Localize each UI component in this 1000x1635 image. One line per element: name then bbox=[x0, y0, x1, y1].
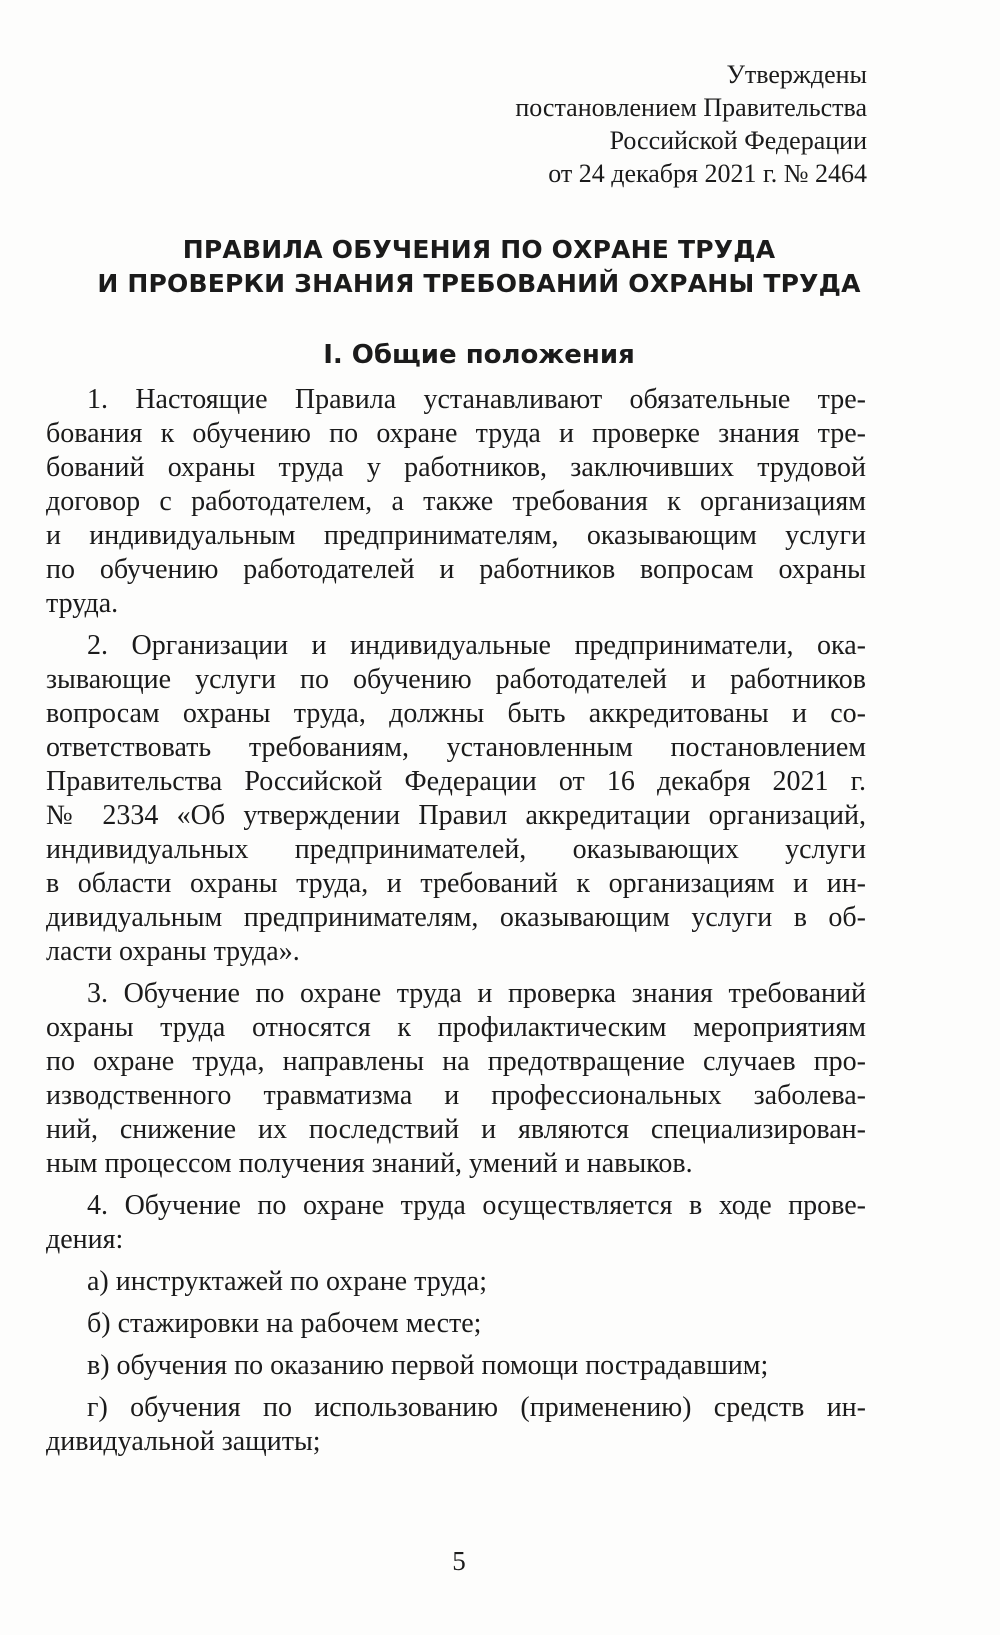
paragraph-3 bbox=[46, 977, 866, 1181]
approval-line: Российской Федерации bbox=[609, 126, 867, 155]
text-line: изводственного травматизма и профессиональных заболева- bbox=[46, 1080, 866, 1111]
text-line: индивидуальных предпринимателей, оказывающих услуги bbox=[46, 834, 866, 865]
text-line: ласти охраны труда». bbox=[46, 936, 300, 967]
body-text bbox=[46, 383, 866, 1459]
text-line: и индивидуальным предпринимателям, оказывающим услуги bbox=[46, 520, 866, 551]
text-line: труда. bbox=[46, 588, 119, 619]
paragraph-1 bbox=[46, 383, 866, 621]
text-line: охраны труда относятся к профилактическим мероприятиям bbox=[46, 1012, 866, 1043]
paragraph-2 bbox=[46, 629, 866, 969]
approval-line: от 24 декабря 2021 г. № 2464 bbox=[548, 159, 867, 188]
title-line: И ПРОВЕРКИ ЗНАНИЯ ТРЕБОВАНИЙ ОХРАНЫ ТРУДА bbox=[97, 269, 861, 298]
text-line: дения: bbox=[46, 1224, 124, 1255]
approval-line: Утверждены bbox=[726, 60, 867, 89]
text-line: г) обучения по использованию (применению) средств ин- bbox=[87, 1392, 866, 1423]
list-item-a: а) инструктажей по охране труда; bbox=[87, 1266, 488, 1297]
text-line: № 2334 «Об утверждении Правил аккредитации организаций, bbox=[46, 800, 866, 831]
text-line: 4. Обучение по охране труда осуществляется в ходе прове- bbox=[87, 1190, 866, 1221]
text-line: вопросам охраны труда, должны быть аккредитованы и со- bbox=[46, 698, 866, 729]
approval-line: постановлением Правительства bbox=[515, 93, 867, 122]
text-line: ным процессом получения знаний, умений и навыков. bbox=[46, 1148, 693, 1179]
approval-block bbox=[515, 58, 867, 190]
text-line: по обучению работодателей и работников вопросам охраны bbox=[46, 554, 866, 585]
text-line: 3. Обучение по охране труда и проверка знания требований bbox=[87, 978, 866, 1009]
paragraph-4 bbox=[46, 1189, 866, 1257]
text-line: зывающие услуги по обучению работодателей и работников bbox=[46, 664, 866, 695]
text-line: бования к обучению по охране труда и проверке знания тре- bbox=[46, 418, 866, 449]
section-heading: I. Общие положения bbox=[323, 340, 635, 370]
text-line: ний, снижение их последствий и являются специализирован- bbox=[46, 1114, 866, 1145]
text-line: договор с работодателем, а также требования к организациям bbox=[46, 486, 866, 517]
text-line: в области охраны труда, и требований к организациям и ин- bbox=[46, 868, 866, 899]
text-line: ответствовать требованиям, установленным постановлением bbox=[46, 732, 866, 763]
text-line: дивидуальным предпринимателям, оказывающим услуги в об- bbox=[46, 902, 866, 933]
list-item-b: б) стажировки на рабочем месте; bbox=[87, 1308, 482, 1339]
text-line: 2. Организации и индивидуальные предприниматели, ока- bbox=[87, 630, 866, 661]
page-number: 5 bbox=[452, 1546, 466, 1576]
list-item-v: в) обучения по оказанию первой помощи пострадавшим; bbox=[87, 1350, 769, 1381]
text-line: 1. Настоящие Правила устанавливают обязательные тре- bbox=[87, 384, 866, 415]
list-item-g bbox=[46, 1391, 866, 1459]
text-line: дивидуальной защиты; bbox=[46, 1426, 321, 1457]
document-title bbox=[0, 233, 958, 301]
text-line: бований охраны труда у работников, заключивших трудовой bbox=[46, 452, 866, 483]
text-line: по охране труда, направлены на предотвращение случаев про- bbox=[46, 1046, 866, 1077]
text-line: Правительства Российской Федерации от 16 декабря 2021 г. bbox=[46, 766, 866, 797]
title-line: ПРАВИЛА ОБУЧЕНИЯ ПО ОХРАНЕ ТРУДА bbox=[182, 235, 776, 264]
